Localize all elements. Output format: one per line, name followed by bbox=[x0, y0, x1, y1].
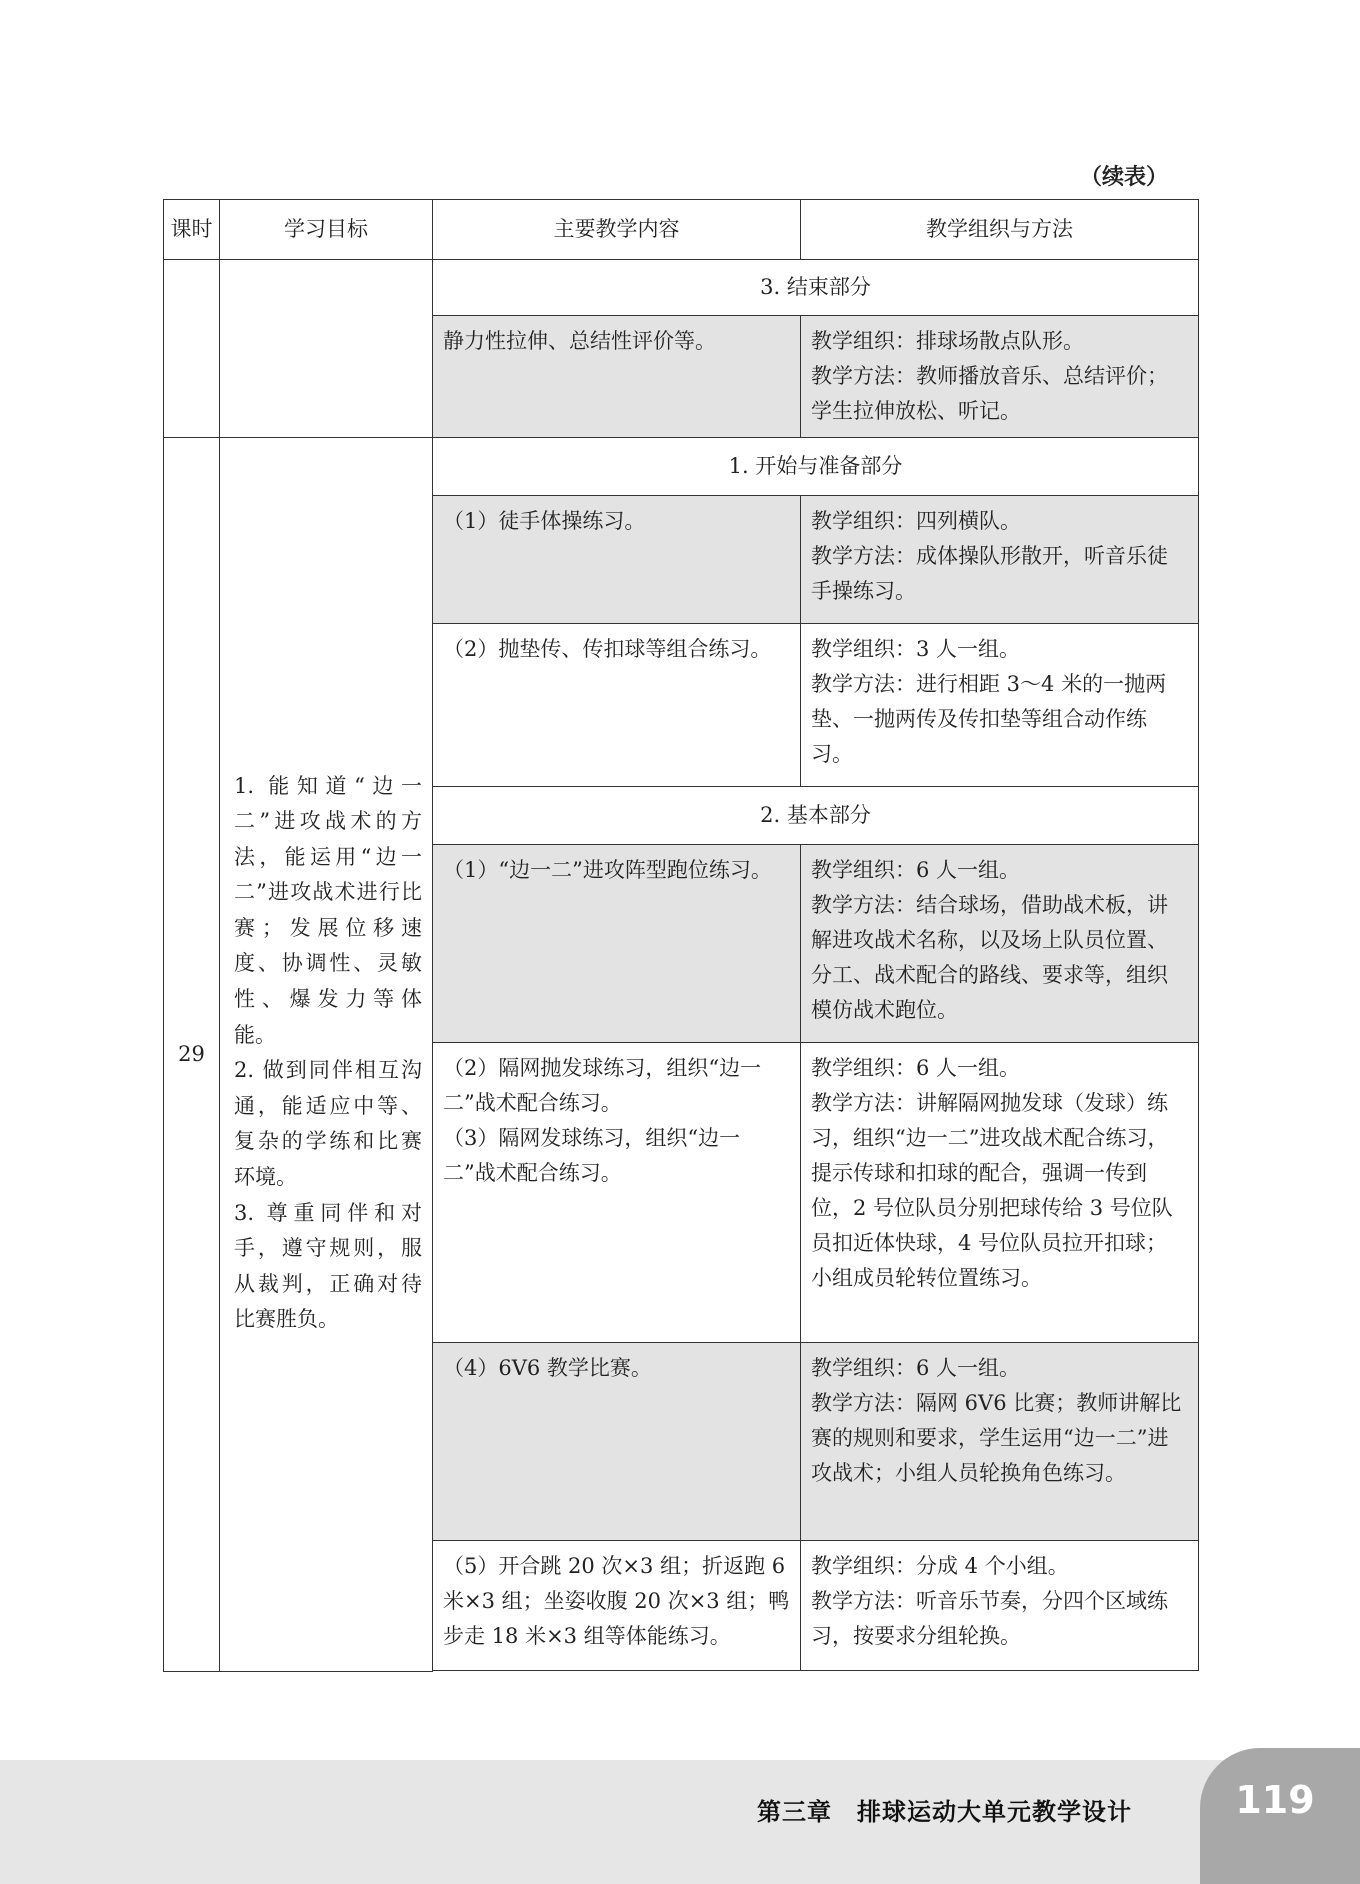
method-cell: 教学组织：6 人一组。 教学方法：隔网 6V6 比赛；教师讲解比赛的规则和要求，学生运用“边一二”进攻战术；小组人员轮换角色练习。 bbox=[801, 1343, 1199, 1541]
method-cell: 教学组织：四列横队。 教学方法：成体操队形散开，听音乐徒手操练习。 bbox=[801, 496, 1199, 624]
goal-item: 2. 做到同伴相互沟通，能适应中等、复杂的学练和比赛环境。 bbox=[234, 1058, 422, 1190]
empty-goal-cell bbox=[220, 260, 433, 438]
method-cell: 教学组织：排球场散点队形。 教学方法：教师播放音乐、总结评价；学生拉伸放松、听记。 bbox=[801, 316, 1199, 438]
goal-cell bbox=[220, 438, 433, 1672]
section-row bbox=[164, 438, 1199, 496]
page-number-tab bbox=[1200, 1748, 1360, 1884]
method-cell: 教学组织：6 人一组。 教学方法：结合球场，借助战术板，讲解进攻战术名称，以及场上队员位置、分工、战术配合的路线、要求等，组织模仿战术跑位。 bbox=[801, 845, 1199, 1043]
header-goal: 学习目标 bbox=[220, 200, 433, 260]
page-number: 119 bbox=[1235, 1778, 1315, 1822]
section-row bbox=[164, 260, 1199, 316]
content-cell: （2）抛垫传、传扣球等组合练习。 bbox=[433, 624, 801, 787]
page-footer bbox=[0, 1760, 1360, 1884]
chapter-title: 第三章 排球运动大单元教学设计 bbox=[757, 1798, 1132, 1826]
header-course: 课时 bbox=[164, 200, 220, 260]
section-title: 1. 开始与准备部分 bbox=[433, 438, 1199, 496]
empty-course-cell bbox=[164, 260, 220, 438]
course-number: 29 bbox=[164, 438, 220, 1672]
method-cell: 教学组织：3 人一组。 教学方法：进行相距 3～4 米的一抛两垫、一抛两传及传扣垫等组合动作练习。 bbox=[801, 624, 1199, 787]
method-cell: 教学组织：分成 4 个小组。 教学方法：听音乐节奏，分四个区域练习，按要求分组轮换。 bbox=[801, 1541, 1199, 1671]
section-title: 2. 基本部分 bbox=[433, 787, 1199, 845]
content-cell: （4）6V6 教学比赛。 bbox=[433, 1343, 801, 1541]
method-cell: 教学组织：6 人一组。 教学方法：讲解隔网抛发球（发球）练习，组织“边一二”进攻战术配合练习，提示传球和扣球的配合，强调一传到位，2 号位队员分别把球传给 3 号位队员扣近体快球，4 号位队员拉开扣球；小组成员轮转位置练习。 bbox=[801, 1043, 1199, 1343]
content-cell: 静力性拉伸、总结性评价等。 bbox=[433, 316, 801, 438]
header-method: 教学组织与方法 bbox=[801, 200, 1199, 260]
lesson-table bbox=[163, 199, 1199, 1672]
section-title: 3. 结束部分 bbox=[433, 260, 1199, 316]
goal-item: 1. 能知道“边一二”进攻战术的方法，能运用“边一二”进攻战术进行比赛；发展位移速度、协调性、灵敏性、爆发力等体能。 bbox=[234, 773, 422, 1047]
content-cell: （1）徒手体操练习。 bbox=[433, 496, 801, 624]
content-cell: （2）隔网抛发球练习，组织“边一二”战术配合练习。 （3）隔网发球练习，组织“边一二”战术配合练习。 bbox=[433, 1043, 801, 1343]
continued-label: （续表） bbox=[1080, 165, 1169, 190]
content-cell: （5）开合跳 20 次×3 组；折返跑 6 米×3 组；坐姿收腹 20 次×3 组；鸭步走 18 米×3 组等体能练习。 bbox=[433, 1541, 801, 1671]
table-header-row bbox=[164, 200, 1199, 260]
content-cell: （1）“边一二”进攻阵型跑位练习。 bbox=[433, 845, 801, 1043]
goal-item: 3. 尊重同伴和对手，遵守规则，服从裁判，正确对待比赛胜负。 bbox=[234, 1200, 422, 1332]
header-content: 主要教学内容 bbox=[433, 200, 801, 260]
